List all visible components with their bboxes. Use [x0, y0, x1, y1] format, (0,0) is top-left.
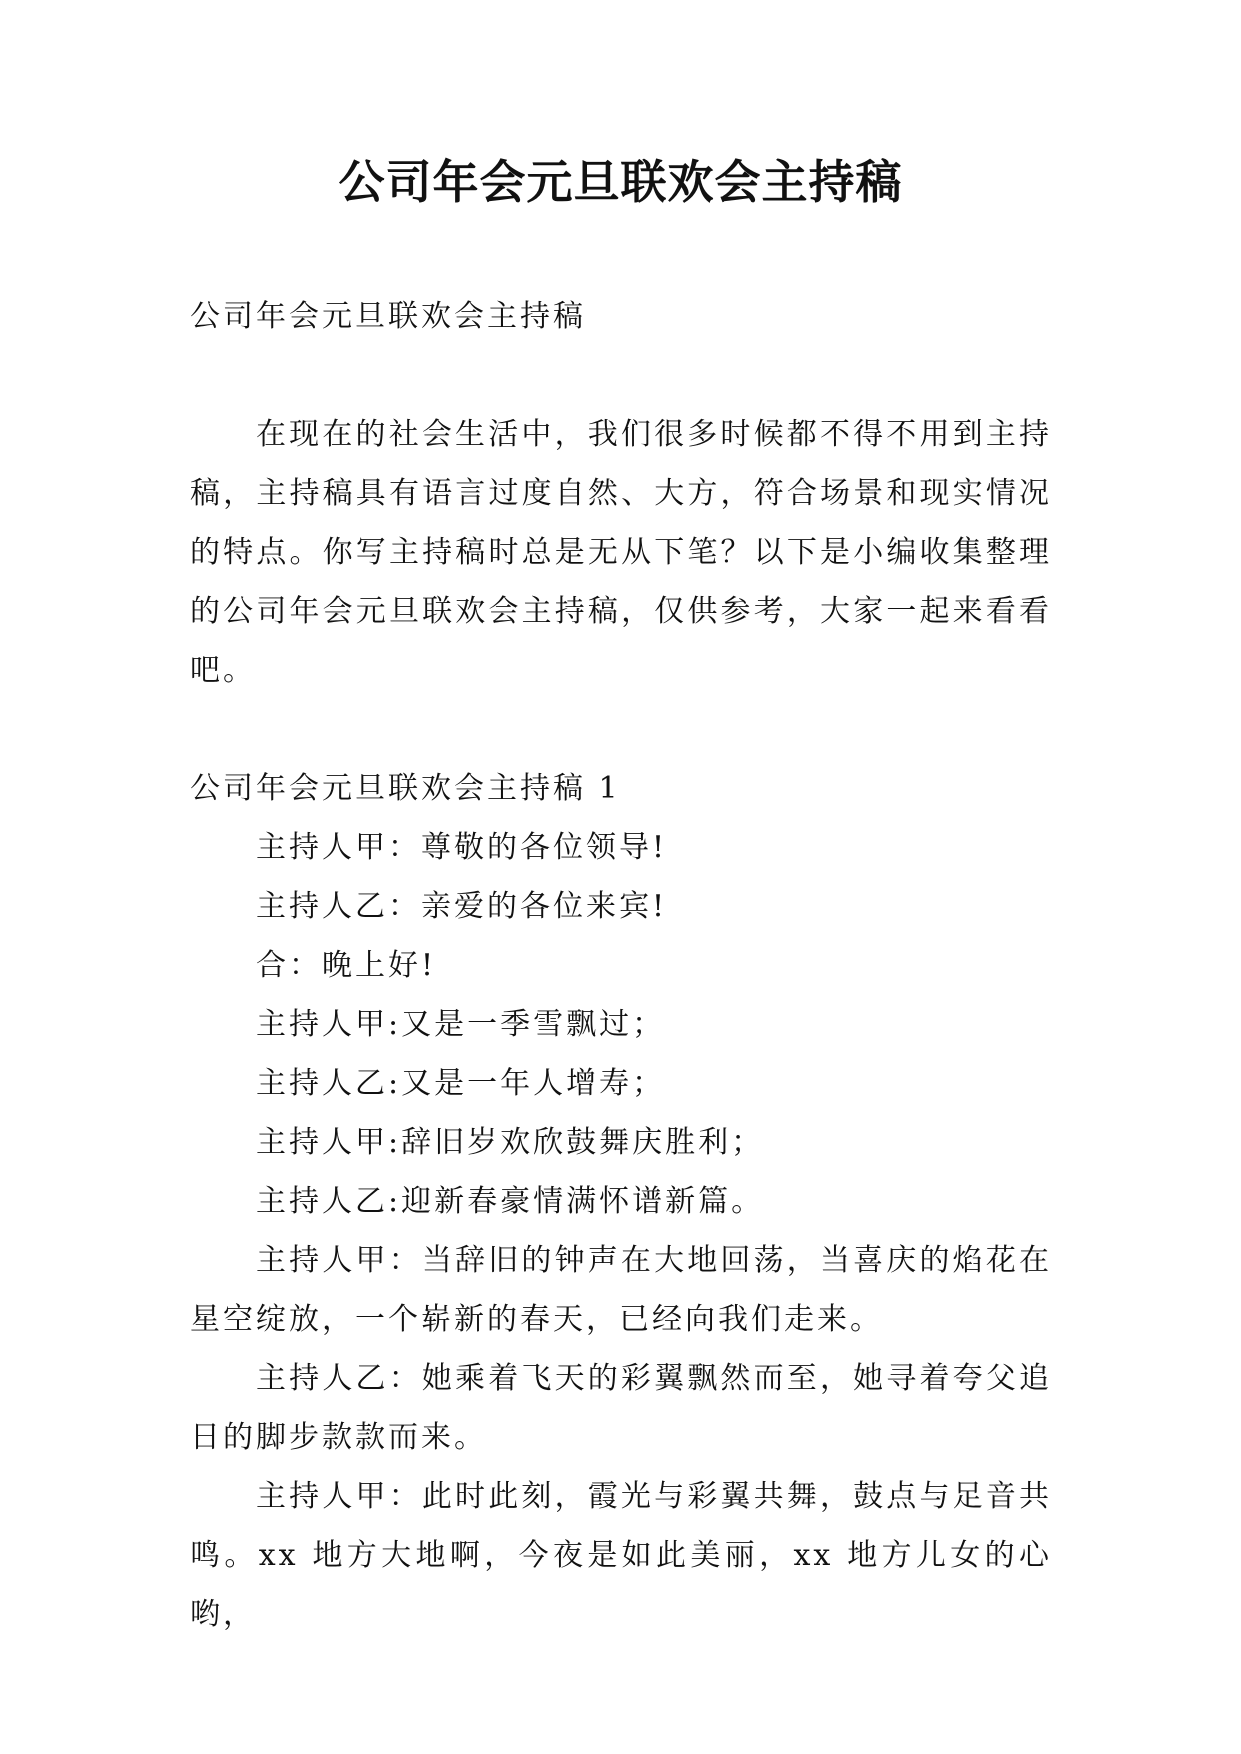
script-line: 合：晚上好!: [256, 948, 437, 983]
script-line: 主持人乙：亲爱的各位来宾!: [256, 889, 668, 924]
script-line: 主持人甲：尊敬的各位领导!: [256, 830, 668, 865]
intro-paragraph: 在现在的社会生活中，我们很多时候都不得不用到主持稿，主持稿具有语言过度自然、大方，符合场景和现实情况的特点。你写主持稿时总是无从下笔？以下是小编收集整理的公司年会元旦联欢会主持稿，仅供参考，大家一起来看看吧。: [190, 417, 1052, 688]
document-body: [190, 287, 1052, 1644]
script-line: 主持人乙：她乘着飞天的彩翼飘然而至，她寻着夸父追日的脚步款款而来。: [190, 1361, 1052, 1455]
script-line: 主持人甲:又是一季雪飘过；: [256, 1007, 666, 1042]
script-line: 主持人甲：此时此刻，霞光与彩翼共舞，鼓点与足音共鸣。xx 地方大地啊，今夜是如此美丽，xx 地方儿女的心哟，: [190, 1479, 1052, 1632]
document-subtitle: 公司年会元旦联欢会主持稿: [190, 299, 586, 334]
section-heading: 公司年会元旦联欢会主持稿 1: [190, 771, 621, 806]
document-title: 公司年会元旦联欢会主持稿: [338, 155, 903, 209]
script-line: 主持人甲：当辞旧的钟声在大地回荡，当喜庆的焰花在星空绽放，一个崭新的春天，已经向我们走来。: [190, 1243, 1052, 1337]
script-line: 主持人甲:辞旧岁欢欣鼓舞庆胜利；: [256, 1125, 765, 1160]
script-line: 主持人乙:迎新春豪情满怀谱新篇。: [256, 1184, 765, 1219]
script-line: 主持人乙:又是一年人增寿；: [256, 1066, 666, 1101]
